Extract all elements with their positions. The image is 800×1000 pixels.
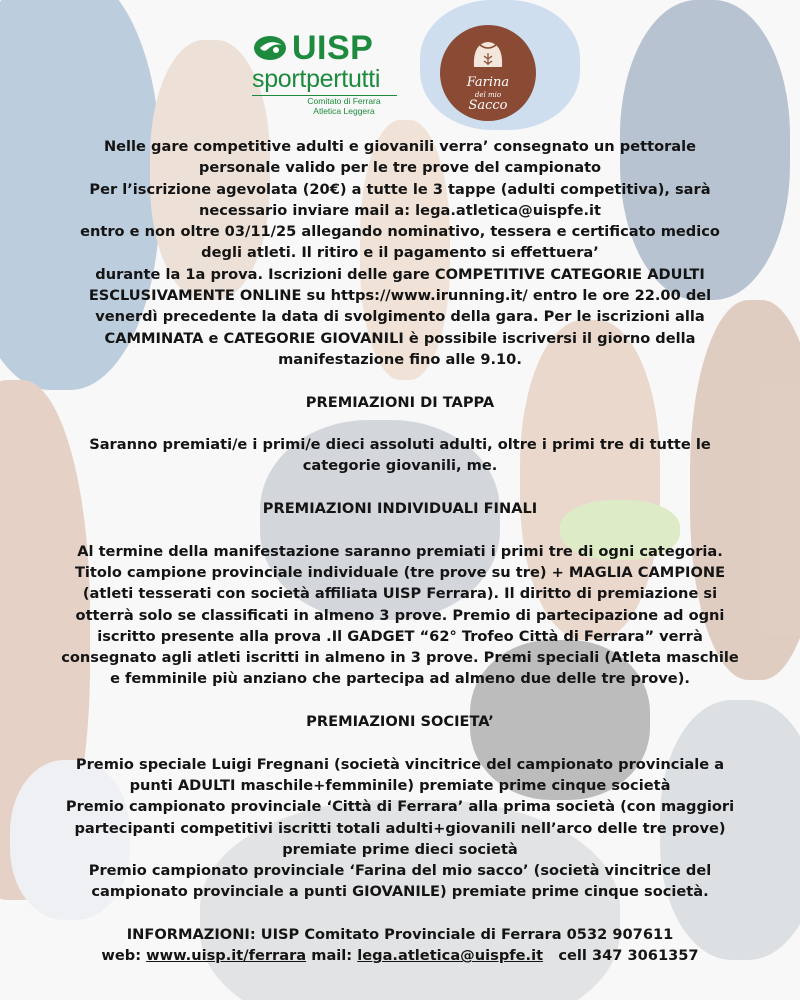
mail-label: mail: bbox=[311, 947, 353, 965]
uisp-runner-icon bbox=[252, 33, 292, 63]
intro-line: degli atleti. Il ritiro e il pagamento si effettuera’ bbox=[201, 244, 599, 262]
info-line: INFORMAZIONI: UISP Comitato Provinciale di Ferrara 0532 907611 bbox=[126, 925, 674, 943]
intro-line: entro e non oltre 03/11/25 allegando nominativo, tessera e certificato medico bbox=[80, 223, 720, 241]
uisp-section: Atletica Leggera bbox=[313, 106, 375, 116]
intro-line: CAMMINATA e CATEGORIE GIOVANILI è possibile iscriversi il giorno della bbox=[104, 329, 696, 347]
farina-del-mio-sacco-logo bbox=[440, 25, 536, 121]
web-link[interactable]: www.uisp.it/ferrara bbox=[146, 947, 307, 965]
tappa-line: categorie giovanili, me. bbox=[302, 457, 498, 475]
uisp-logo bbox=[252, 29, 402, 116]
finali-line: e femminile più anziano che partecipa ad almeno due delle tre prove). bbox=[110, 670, 690, 688]
contact-line bbox=[40, 945, 760, 966]
societa-line: punti ADULTI maschile+femminile) premiate prime cinque società bbox=[129, 776, 671, 794]
societa-heading: PREMIAZIONI SOCIETA’ bbox=[306, 713, 494, 731]
finali-line: iscritto presente alla prova .Il GADGET “62° Trofeo Città di Ferrara” verrà bbox=[97, 627, 703, 645]
farina-sacco: Sacco bbox=[468, 98, 508, 113]
finali-line: Titolo campione provinciale individuale (tre prove su tre) + MAGLIA CAMPIONE bbox=[74, 563, 726, 581]
farina-word: Farina bbox=[466, 75, 510, 90]
finali-line: consegnato agli atleti iscritti in almeno in 3 prove. Premi speciali (Atleta maschile bbox=[61, 649, 739, 667]
finali-heading: PREMIAZIONI INDIVIDUALI FINALI bbox=[262, 500, 538, 518]
intro-line: durante la 1a prova. Iscrizioni delle gare COMPETITIVE CATEGORIE ADULTI bbox=[95, 265, 705, 283]
intro-line: manifestazione fino alle 9.10. bbox=[278, 350, 522, 368]
uisp-name: UISP bbox=[292, 29, 374, 67]
cell-number: cell 347 3061357 bbox=[558, 947, 699, 965]
tappa-heading: PREMIAZIONI DI TAPPA bbox=[305, 393, 495, 411]
tappa-line: Saranno premiati/e i primi/e dieci assoluti adulti, oltre i primi tre di tutte le bbox=[89, 436, 711, 454]
web-label: web: bbox=[101, 947, 142, 965]
societa-line: Premio campionato provinciale ‘Città di Ferrara’ alla prima società (con maggiori bbox=[65, 798, 735, 816]
societa-line: Premio campionato provinciale ‘Farina del mio sacco’ (società vincitrice del bbox=[88, 862, 712, 880]
intro-line: personale valido per le tre prove del campionato bbox=[198, 159, 602, 177]
uisp-tagline: sportpertutti bbox=[252, 65, 381, 93]
intro-section bbox=[40, 136, 760, 370]
societa-line: campionato provinciale a punti GIOVANILE) premiate prime cinque società. bbox=[91, 883, 709, 901]
mail-link[interactable]: lega.atletica@uispfe.it bbox=[357, 947, 544, 965]
societa-line: Premio speciale Luigi Fregnani (società vincitrice del campionato provinciale a bbox=[75, 755, 725, 773]
intro-line: Per l’iscrizione agevolata (20€) a tutte le 3 tappe (adulti competitiva), sarà bbox=[89, 180, 711, 198]
societa-line: premiate prime dieci società bbox=[282, 840, 518, 858]
intro-line: Nelle gare competitive adulti e giovanili verra’ consegnato un pettorale bbox=[103, 138, 697, 155]
regulation-text bbox=[40, 136, 760, 967]
intro-line: venerdì precedente la data di svolgimento della gara. Per le iscrizioni alla bbox=[95, 308, 705, 326]
finali-line: (atleti tesserati con società affiliata UISP Ferrara). Il diritto di premiazione si bbox=[82, 585, 718, 603]
logo-bar bbox=[0, 22, 800, 134]
finali-line: otterrà solo se classificati in almeno 3 prove. Premio di partecipazione ad ogni bbox=[75, 606, 725, 624]
uisp-committee: Comitato di Ferrara bbox=[307, 96, 381, 106]
societa-line: partecipanti competitivi iscritti totali adulti+giovanili nell’arco delle tre prove) bbox=[74, 819, 726, 837]
finali-line: Al termine della manifestazione saranno premiati i primi tre di ogni categoria. bbox=[77, 542, 723, 560]
intro-line: necessario inviare mail a: lega.atletica@uispfe.it bbox=[198, 201, 602, 219]
intro-line: ESCLUSIVAMENTE ONLINE su https://www.irunning.it/ entro le ore 22.00 del bbox=[88, 287, 712, 305]
farina-del-mio: del mio bbox=[474, 91, 502, 99]
